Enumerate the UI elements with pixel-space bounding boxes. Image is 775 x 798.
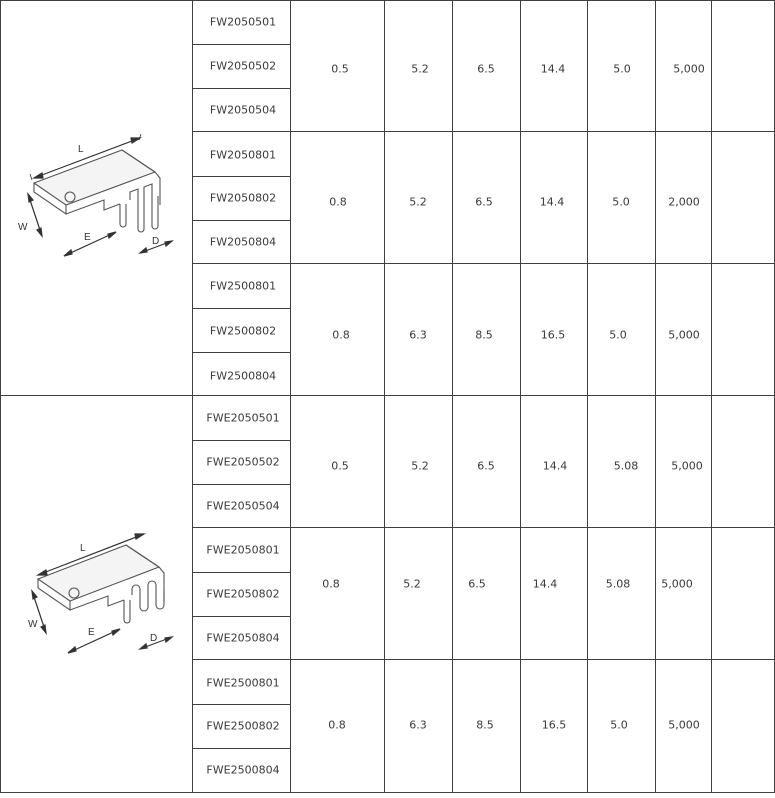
table-border-bottom bbox=[0, 792, 775, 793]
part-number: FW2050804 bbox=[209, 235, 277, 249]
width-value: 5.2 bbox=[403, 577, 421, 591]
part-number: FWE2050802 bbox=[206, 587, 280, 601]
part-number: FWE2050502 bbox=[206, 455, 280, 469]
part-number: FWE2050801 bbox=[206, 543, 280, 557]
group-divider bbox=[192, 131, 775, 132]
part-number: FW2050504 bbox=[209, 103, 277, 117]
column-divider bbox=[655, 0, 656, 793]
group-divider bbox=[192, 659, 775, 660]
row-divider bbox=[192, 572, 290, 573]
d-value: 5.0 bbox=[609, 328, 627, 342]
flat-tab-terminal-icon bbox=[0, 0, 192, 395]
part-number: FWE2050804 bbox=[206, 631, 280, 645]
length-value: 14.4 bbox=[539, 195, 565, 209]
dimension-label-l: L bbox=[78, 144, 84, 155]
quantity-value: 5,000 bbox=[673, 62, 705, 76]
column-divider bbox=[520, 0, 521, 793]
d-value: 5.0 bbox=[613, 62, 631, 76]
row-divider bbox=[192, 88, 290, 89]
part-number: FW2050801 bbox=[209, 148, 277, 162]
e-value: 8.5 bbox=[475, 328, 493, 342]
row-divider bbox=[192, 704, 290, 705]
part-number: FWE2500802 bbox=[206, 719, 280, 733]
width-value: 5.2 bbox=[409, 195, 427, 209]
row-divider bbox=[192, 748, 290, 749]
d-value: 5.08 bbox=[613, 459, 639, 473]
e-value: 6.5 bbox=[477, 62, 495, 76]
width-value: 5.2 bbox=[411, 62, 429, 76]
part-number: FW2050502 bbox=[209, 59, 277, 73]
thickness-value: 0.5 bbox=[331, 459, 349, 473]
d-value: 5.0 bbox=[610, 718, 628, 732]
length-value: 16.5 bbox=[540, 328, 566, 342]
column-divider bbox=[290, 0, 291, 793]
thickness-value: 0.8 bbox=[329, 195, 347, 209]
terminal-diagram-2 bbox=[0, 395, 192, 794]
dimension-label-d: D bbox=[150, 633, 158, 644]
quantity-value: 5,000 bbox=[671, 459, 703, 473]
dimension-label-w: W bbox=[28, 619, 38, 630]
e-value: 6.5 bbox=[475, 195, 493, 209]
part-number: FW2500804 bbox=[209, 369, 277, 383]
e-value: 8.5 bbox=[476, 718, 494, 732]
column-divider bbox=[192, 0, 193, 793]
part-number: FWE2500801 bbox=[206, 676, 280, 690]
diagram-divider bbox=[0, 395, 775, 396]
length-value: 14.4 bbox=[532, 577, 558, 591]
row-divider bbox=[192, 440, 290, 441]
length-value: 14.4 bbox=[542, 459, 568, 473]
thickness-value: 0.8 bbox=[328, 718, 346, 732]
row-divider bbox=[192, 44, 290, 45]
quantity-value: 5,000 bbox=[668, 328, 700, 342]
dimension-label-l: L bbox=[80, 543, 86, 554]
dimension-label-w: W bbox=[18, 222, 28, 233]
group-divider bbox=[192, 527, 775, 528]
part-number: FW2050501 bbox=[209, 15, 277, 29]
thickness-value: 0.5 bbox=[331, 62, 349, 76]
terminal-diagram-1 bbox=[0, 0, 192, 395]
width-value: 6.3 bbox=[409, 718, 427, 732]
row-divider bbox=[192, 308, 290, 309]
width-value: 5.2 bbox=[411, 459, 429, 473]
dimension-label-e: E bbox=[84, 232, 91, 243]
column-divider bbox=[384, 0, 385, 793]
part-number: FW2050802 bbox=[209, 191, 277, 205]
e-value: 6.5 bbox=[477, 459, 495, 473]
thickness-value: 0.8 bbox=[332, 328, 350, 342]
row-divider bbox=[192, 352, 290, 353]
width-value: 6.3 bbox=[409, 328, 427, 342]
part-number: FW2500801 bbox=[209, 279, 277, 293]
quantity-value: 2,000 bbox=[668, 195, 700, 209]
row-divider bbox=[192, 484, 290, 485]
column-divider bbox=[452, 0, 453, 793]
part-number: FWE2500804 bbox=[206, 763, 280, 777]
table-border-left bbox=[0, 0, 1, 793]
d-value: 5.08 bbox=[605, 577, 631, 591]
column-divider bbox=[587, 0, 588, 793]
dimension-label-d: D bbox=[152, 236, 160, 247]
e-value: 6.5 bbox=[468, 577, 486, 591]
row-divider bbox=[192, 616, 290, 617]
group-divider bbox=[192, 263, 775, 264]
table-border-top bbox=[0, 0, 775, 1]
part-number: FWE2050501 bbox=[206, 411, 280, 425]
flat-tab-terminal-icon bbox=[0, 395, 192, 794]
dimension-label-e: E bbox=[88, 627, 95, 638]
length-value: 14.4 bbox=[540, 62, 566, 76]
part-number: FWE2050504 bbox=[206, 499, 280, 513]
row-divider bbox=[192, 220, 290, 221]
length-value: 16.5 bbox=[541, 718, 567, 732]
row-divider bbox=[192, 176, 290, 177]
column-divider bbox=[711, 0, 712, 793]
part-number: FW2500802 bbox=[209, 324, 277, 338]
thickness-value: 0.8 bbox=[322, 577, 340, 591]
quantity-value: 5,000 bbox=[668, 718, 700, 732]
d-value: 5.0 bbox=[612, 195, 630, 209]
quantity-value: 5,000 bbox=[661, 577, 693, 591]
